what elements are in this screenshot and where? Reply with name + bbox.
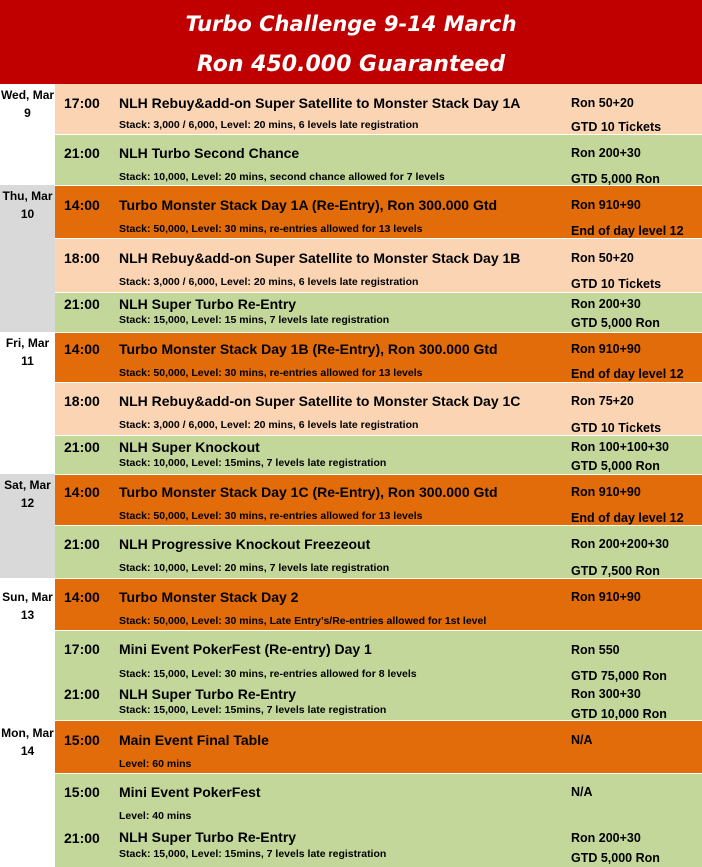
event-name: NLH Super Turbo Re-Entry: [119, 296, 297, 312]
event-guarantee: End of day level 12: [571, 224, 684, 238]
event-row: [55, 186, 702, 239]
day-label: Sun, Mar 13: [0, 578, 55, 720]
event-name: Turbo Monster Stack Day 1C (Re-Entry), Ron 300.000 Gtd: [119, 484, 498, 500]
event-time: 21:00: [64, 145, 100, 161]
event-guarantee: GTD 10 Tickets: [571, 277, 662, 291]
event-name: Mini Event PokerFest (Re-entry) Day 1: [119, 641, 372, 657]
schedule-header: [0, 0, 702, 84]
event-name: NLH Rebuy&add-on Super Satellite to Monster Stack Day 1C: [119, 393, 521, 409]
event-details: Stack: 3,000 / 6,000, Level: 20 mins, 6 levels late registration: [119, 119, 419, 131]
event-name: NLH Progressive Knockout Freezeout: [119, 536, 371, 552]
event-time: 18:00: [64, 250, 100, 266]
event-time: 14:00: [64, 484, 100, 500]
day-label: Sat, Mar 12: [0, 474, 55, 578]
event-details: Stack: 15,000, Level: 15 mins, 7 levels late registration: [119, 314, 390, 326]
day-label: Mon, Mar 14: [0, 720, 55, 867]
event-time: 14:00: [64, 589, 100, 605]
event-guarantee: GTD 5,000 Ron: [571, 851, 660, 865]
event-details: Stack: 50,000, Level: 30 mins, re-entries allowed for 13 levels: [119, 510, 423, 522]
event-buyin: Ron 200+30: [571, 146, 641, 160]
event-name: NLH Rebuy&add-on Super Satellite to Monster Stack Day 1B: [119, 250, 521, 266]
event-row: [55, 135, 702, 186]
event-time: 21:00: [64, 686, 100, 702]
event-guarantee: End of day level 12: [571, 367, 684, 381]
event-buyin: Ron 200+200+30: [571, 537, 669, 551]
event-guarantee: GTD 7,500 Ron: [571, 564, 660, 578]
event-details: Stack: 3,000 / 6,000, Level: 20 mins, 6 levels late registration: [119, 276, 419, 288]
event-buyin: Ron 50+20: [571, 251, 634, 265]
event-row: [55, 436, 702, 475]
event-name: Mini Event PokerFest: [119, 784, 261, 800]
event-row: [55, 721, 702, 774]
event-buyin: Ron 50+20: [571, 96, 634, 110]
event-row-group: [55, 631, 702, 721]
guarantee-banner: Ron 450.000 Guaranteed: [196, 52, 506, 77]
event-time: 17:00: [64, 641, 100, 657]
event-row: [55, 293, 702, 333]
event-buyin: Ron 910+90: [571, 198, 641, 212]
event-buyin: Ron 300+30: [571, 687, 641, 701]
event-buyin: Ron 75+20: [571, 394, 634, 408]
event-name: NLH Super Knockout: [119, 439, 260, 455]
event-guarantee: GTD 10 Tickets: [571, 120, 662, 134]
event-details: Stack: 15,000, Level: 15mins, 7 levels late registration: [119, 704, 387, 716]
event-guarantee: End of day level 12: [571, 511, 684, 525]
event-guarantee: GTD 75,000 Ron: [571, 669, 667, 683]
event-details: Stack: 15,000, Level: 15mins, 7 levels late registration: [119, 848, 387, 860]
day-label: Fri, Mar 11: [0, 332, 55, 474]
event-name: Turbo Monster Stack Day 2: [119, 589, 299, 605]
event-name: NLH Super Turbo Re-Entry: [119, 686, 297, 702]
schedule-title: Turbo Challenge 9-14 March: [185, 12, 517, 36]
event-time: 15:00: [64, 732, 100, 748]
event-row-group: [55, 774, 702, 867]
event-details: Level: 40 mins: [119, 810, 192, 822]
event-guarantee: GTD 5,000 Ron: [571, 316, 660, 330]
event-details: Stack: 15,000, Level: 30 mins, re-entries allowed for 8 levels: [119, 668, 417, 680]
event-time: 14:00: [64, 197, 100, 213]
event-time: 18:00: [64, 393, 100, 409]
event-details: Level: 60 mins: [119, 758, 192, 770]
event-guarantee: GTD 5,000 Ron: [571, 459, 660, 473]
event-guarantee: GTD 10 Tickets: [571, 421, 662, 435]
event-name: NLH Super Turbo Re-Entry: [119, 829, 297, 845]
event-name: Main Event Final Table: [119, 732, 269, 748]
event-row: [55, 84, 702, 135]
event-name: Turbo Monster Stack Day 1B (Re-Entry), Ron 300.000 Gtd: [119, 341, 498, 357]
event-details: Stack: 50,000, Level: 30 mins, Late Entry’s/Re-entries allowed for 1st level: [119, 615, 487, 627]
event-name: Turbo Monster Stack Day 1A (Re-Entry), Ron 300.000 Gtd: [119, 197, 498, 213]
event-buyin: Ron 910+90: [571, 485, 641, 499]
event-row: [55, 475, 702, 526]
event-name: NLH Rebuy&add-on Super Satellite to Monster Stack Day 1A: [119, 95, 521, 111]
event-row: [55, 526, 702, 579]
event-details: Stack: 3,000 / 6,000, Level: 20 mins, 6 levels late registration: [119, 419, 419, 431]
event-buyin: Ron 200+30: [571, 297, 641, 311]
event-time: 21:00: [64, 296, 100, 312]
event-buyin: N/A: [571, 785, 593, 799]
event-guarantee: GTD 10,000 Ron: [571, 707, 667, 721]
event-details: Stack: 50,000, Level: 30 mins, re-entries allowed for 13 levels: [119, 367, 423, 379]
event-time: 21:00: [64, 439, 100, 455]
day-label: Wed, Mar 9: [0, 84, 55, 185]
event-row: [55, 383, 702, 436]
event-buyin: Ron 100+100+30: [571, 440, 669, 454]
event-details: Stack: 10,000, Level: 20 mins, second chance allowed for 7 levels: [119, 171, 445, 183]
event-time: 21:00: [64, 830, 100, 846]
event-time: 17:00: [64, 95, 100, 111]
event-buyin: N/A: [571, 733, 593, 747]
event-name: NLH Turbo Second Chance: [119, 145, 300, 161]
event-row: [55, 333, 702, 383]
event-buyin: Ron 200+30: [571, 831, 641, 845]
event-details: Stack: 10,000, Level: 20 mins, 7 levels late registration: [119, 562, 390, 574]
event-buyin: Ron 910+90: [571, 342, 641, 356]
event-guarantee: GTD 5,000 Ron: [571, 172, 660, 186]
event-time: 21:00: [64, 536, 100, 552]
event-time: 15:00: [64, 784, 100, 800]
event-details: Stack: 50,000, Level: 30 mins, re-entries allowed for 13 levels: [119, 223, 423, 235]
event-details: Stack: 10,000, Level: 15mins, 7 levels late registration: [119, 457, 387, 469]
day-label: Thu, Mar 10: [0, 185, 55, 332]
event-row: [55, 239, 702, 293]
event-row: [55, 579, 702, 631]
event-buyin: Ron 910+90: [571, 590, 641, 604]
event-buyin: Ron 550: [571, 643, 620, 657]
event-time: 14:00: [64, 341, 100, 357]
